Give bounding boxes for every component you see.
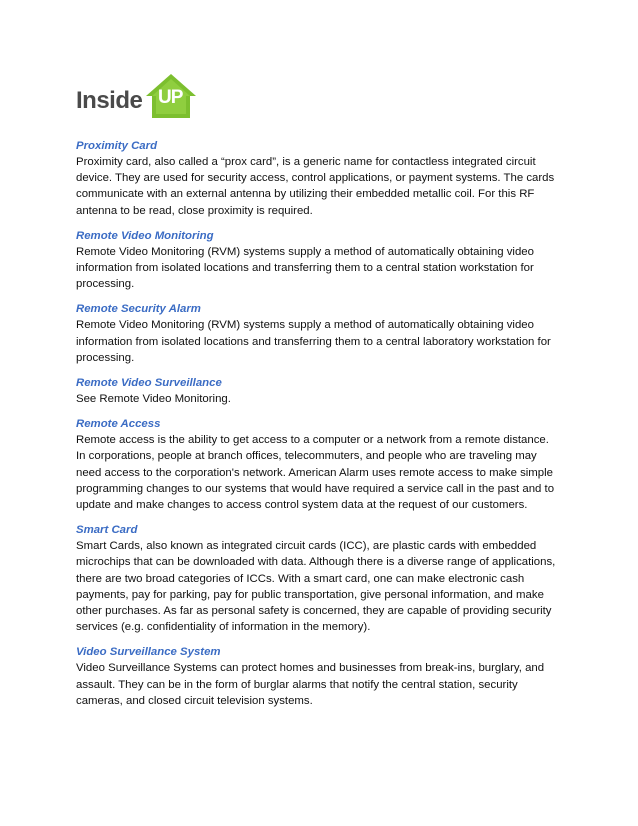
entry-definition <box>76 154 566 219</box>
definition-line: Video Surveillance Systems can protect homes and businesses from break-ins, burglary, and <box>76 662 545 675</box>
definition-line: antenna to be read, close proximity is required. <box>76 204 313 217</box>
glossary-entry <box>76 302 566 366</box>
entry-term: Smart Card <box>76 524 138 537</box>
definition-line: See Remote Video Monitoring. <box>76 393 231 406</box>
definition-line: Smart Cards, also known as integrated circuit cards (ICC), are plastic cards with embedded <box>76 540 537 553</box>
insideup-logo <box>76 74 196 122</box>
definition-line: device. They are used for security access, control applications, or payment systems. The cards <box>76 172 555 185</box>
definition-line: Remote Video Monitoring (RVM) systems supply a method of automatically obtaining video <box>76 245 534 258</box>
glossary-entry <box>76 229 566 293</box>
entry-definition <box>76 391 566 407</box>
definition-line: need access to the corporation's network. American Alarm uses remote access to make simple <box>76 466 553 479</box>
definition-line: there are two broad categories of ICCs. With a smart card, one can make electronic cash <box>76 572 525 585</box>
entry-definition <box>76 244 566 293</box>
definition-line: programming changes to our systems that would have required a service call in the past and to <box>76 482 555 495</box>
definition-line: Remote access is the ability to get access to a computer or a network from a remote distance. <box>76 434 549 447</box>
definition-line: information from isolated locations and transferring them to a central laboratory workstation for <box>76 335 551 348</box>
glossary-entry <box>76 139 566 219</box>
definition-line: services (e.g. confidentiality of information in the memory). <box>76 621 371 634</box>
entry-definition <box>76 432 566 513</box>
glossary-content <box>76 139 566 719</box>
definition-line: processing. <box>76 278 135 291</box>
definition-line: assault. They can be in the form of burglar alarms that notify the central station, security <box>76 678 518 691</box>
entry-term: Video Surveillance System <box>76 646 221 659</box>
definition-line: information from isolated locations and transferring them to a central station workstation for <box>76 262 534 275</box>
definition-line: payments, pay for parking, pay for public transportation, give personal information, and make <box>76 588 544 601</box>
entry-definition <box>76 317 566 366</box>
definition-line: Proximity card, also called a “prox card”, is a generic name for contactless integrated circuit <box>76 156 536 168</box>
glossary-entry <box>76 645 566 709</box>
entry-term: Remote Access <box>76 418 161 431</box>
definition-line: cameras, and closed circuit television systems. <box>76 694 313 707</box>
entry-term: Proximity Card <box>76 140 158 152</box>
definition-line: other purchases. As far as personal safety is concerned, they are capable of providing security <box>76 605 552 618</box>
entry-term: Remote Video Surveillance <box>76 377 222 390</box>
definition-line: processing. <box>76 351 135 364</box>
entry-definition <box>76 660 566 709</box>
entry-definition <box>76 538 566 635</box>
definition-line: In corporations, people at branch offices, telecommuters, and people who are traveling may <box>76 450 537 463</box>
logo-mark-text: UP <box>158 87 183 108</box>
definition-line: Remote Video Monitoring (RVM) systems supply a method of automatically obtaining video <box>76 319 534 332</box>
entry-term: Remote Security Alarm <box>76 303 201 316</box>
glossary-entry <box>76 417 566 513</box>
definition-line: communicate with an external antenna by utilizing their embedded metallic coil. For this RF <box>76 188 535 201</box>
definition-line: update and make changes to access control system data at the request of our customers. <box>76 499 528 512</box>
glossary-entry <box>76 523 566 635</box>
logo-wordmark: Inside <box>76 87 143 114</box>
definition-line: microchips that can be downloaded with data. Although there is a diverse range of applications, <box>76 556 556 569</box>
glossary-entry <box>76 376 566 407</box>
entry-term: Remote Video Monitoring <box>76 229 214 242</box>
